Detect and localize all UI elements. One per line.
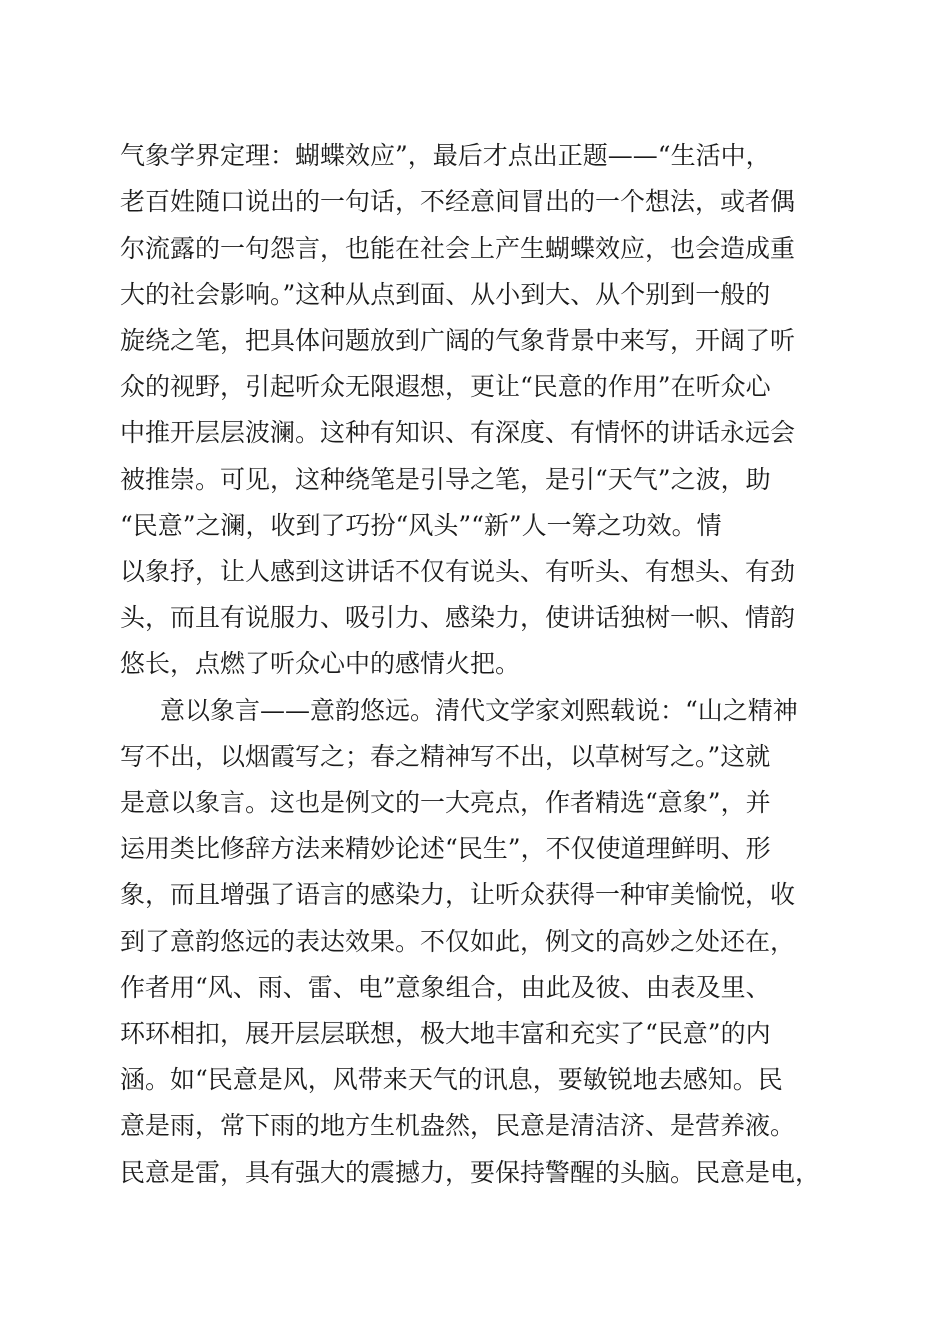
- text-line-3: 尔流露的一句怨言，也能在社会上产生蝴蝶效应，也会造成重: [120, 234, 796, 263]
- text-line-22: 意是雨，常下雨的地方生机盎然，民意是清洁济、是营养液。: [120, 1111, 796, 1140]
- text-line-14: 写不出，以烟霞写之；春之精神写不出，以草树写之。”这就: [120, 742, 771, 771]
- text-line-21: 涵。如“民意是风，风带来天气的讯息，要敏锐地去感知。民: [120, 1065, 783, 1094]
- text-line-23: 民意是雷，具有强大的震撼力，要保持警醒的头脑。民意是电，: [120, 1158, 821, 1187]
- text-line-2: 老百姓随口说出的一句话，不经意间冒出的一个想法，或者偶: [120, 187, 796, 216]
- text-line-19: 作者用“风、雨、雷、电”意象组合，由此及彼、由表及里、: [120, 973, 771, 1002]
- paragraph-2-first-line: 意以象言——意韵悠远。清代文学家刘熙载说：“山之精神: [160, 696, 798, 725]
- text-line-20: 环环相扣，展开层层联想，极大地丰富和充实了“民意”的内: [120, 1019, 771, 1048]
- text-line-15: 是意以象言。这也是例文的一大亮点，作者精选“意象”，并: [120, 788, 771, 817]
- text-line-18: 到了意韵悠远的表达效果。不仅如此，例文的高妙之处还在，: [120, 927, 796, 956]
- text-line-10: 以象抒，让人感到这讲话不仅有说头、有听头、有想头、有劲: [120, 557, 796, 586]
- text-line-5: 旋绕之笔，把具体问题放到广阔的气象背景中来写，开阔了听: [120, 326, 796, 355]
- text-line-6: 众的视野，引起听众无限遐想，更让“民意的作用”在听众心: [120, 372, 771, 401]
- text-line-11: 头，而且有说服力、吸引力、感染力，使讲话独树一帜、情韵: [120, 603, 796, 632]
- text-line-9: “民意”之澜，收到了巧扮“风头”“新”人一筹之功效。情: [120, 511, 722, 540]
- text-line-8: 被推崇。可见，这种绕笔是引导之笔，是引“天气”之波，助: [120, 465, 771, 494]
- text-line-4: 大的社会影响。”这种从点到面、从小到大、从个别到一般的: [120, 280, 771, 309]
- text-line-12: 悠长，点燃了听众心中的感情火把。: [120, 649, 521, 678]
- text-line-17: 象，而且增强了语言的感染力，让听众获得一种审美愉悦，收: [120, 880, 796, 909]
- text-line-7: 中推开层层波澜。这种有知识、有深度、有情怀的讲话永远会: [120, 418, 796, 447]
- text-line-16: 运用类比修辞方法来精妙论述“民生”，不仅使道理鲜明、形: [120, 834, 771, 863]
- text-line-1: 气象学界定理：蝴蝶效应”，最后才点出正题——“生活中，: [120, 141, 771, 170]
